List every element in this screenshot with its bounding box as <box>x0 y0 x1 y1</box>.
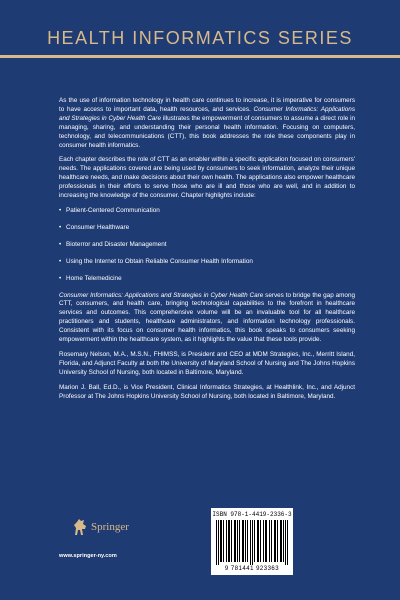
header-rule <box>0 55 400 58</box>
highlights-list <box>59 207 355 284</box>
back-cover-text <box>59 97 355 407</box>
list-item: • Consumer Healthware <box>59 224 355 233</box>
intro-book-title: Consumer Informatics: Applications and Strategies in Cyber Health Care <box>59 105 355 122</box>
summary-text: serves to bridge the gap among CTT, consumers, and health care, bringing technological capabilities to the forefront in healthcare services and outcomes. This comprehensive volume will be an invaluable tool for all healthcare practitioners and students, healthcare administrators, and information technology professionals. Consistent with its focus on consumer health informatics, this book speaks to consumers seeking empowerment within the healthcare system, as it highlights the value that these tools provide. <box>59 291 356 344</box>
paragraph-author-nelson: Rosemary Nelson, M.A., M.S.N., FHIMSS, is President and CEO at MDM Strategies, Inc., Merritt Island, Florida, and Adjunct Faculty at both the University of Maryland School of Nursing and The Johns Hopkins University School of Nursing, both located in Baltimore, Maryland. <box>59 350 355 376</box>
list-item: • Patient-Centered Communication <box>59 207 355 216</box>
isbn-text: ISBN 978-1-4419-2336-3 <box>212 511 292 518</box>
list-item: • Using the Internet to Obtain Reliable Consumer Health Information <box>59 258 355 267</box>
publisher-website: www.springer-ny.com <box>59 553 117 559</box>
summary-book-title: Consumer Informatics: Applications and Strategies in Cyber Health Care <box>59 291 264 299</box>
paragraph-chapters: Each chapter describes the role of CTT as an enabler within a specific application focused on consumers' needs. The applications covered are being used by consumers to seek information, analyze their unique healthcare needs, and make decisions about their own health. The applications also empower healthcare professionals in their efforts to serve those who are ill and those who are well, and in addition to increasing the knowledge of the consumer. Chapter highlights include: <box>59 156 355 200</box>
intro-text-a: As the use of information technology in health care continues to increase, it is imperative for consumers to have access to important data, health resources, and services. <box>59 97 355 113</box>
barcode-bars <box>216 520 288 565</box>
list-item: • Home Telemedicine <box>59 275 355 284</box>
paragraph-intro <box>59 97 355 150</box>
barcode-box <box>211 508 293 575</box>
list-item: • Bioterror and Disaster Management <box>59 241 355 250</box>
springer-logo <box>71 517 141 537</box>
paragraph-author-ball: Marion J. Ball, Ed.D., is Vice President, Clinical Informatics Strategies, at Healthlink, Inc., and Adjunct Professor at The Johns Hopkins University School of Nursing, both located in Baltimore, Maryland. <box>59 383 355 400</box>
intro-text-b: illustrates the empowerment of consumers to assume a direct role in managing, sharing, and understanding their personal health information. Focusing on computers, technology, and telecommunications (CTT), this book addresses the role these components play in consumer health informatics. <box>59 114 356 149</box>
barcode-number: 9 781441 923363 <box>224 566 280 572</box>
springer-horse-icon <box>71 517 89 537</box>
publisher-name: Springer <box>91 521 129 533</box>
series-band <box>0 0 400 62</box>
paragraph-summary <box>59 292 355 345</box>
series-title: HEALTH INFORMATICS SERIES <box>47 28 353 48</box>
